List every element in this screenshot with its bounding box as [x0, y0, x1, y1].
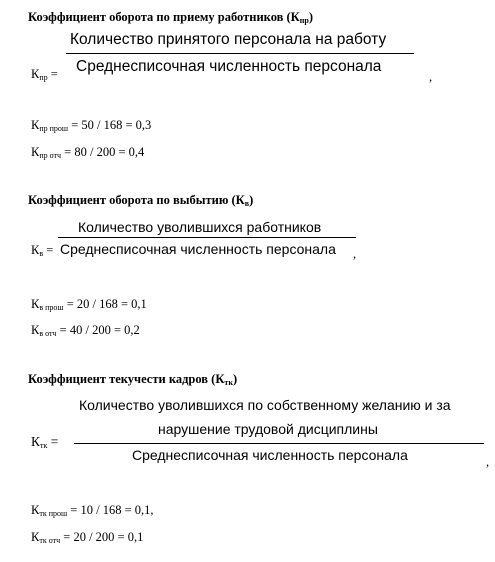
- section3-calc-prev: $К_{тк прош} = 10 / 168 = 0,1$,: [31, 503, 154, 518]
- section3-calc-curr: $К_{тк отч} = 20 / 200 = 0,1$: [31, 530, 144, 545]
- section3-heading: Коэффициент текучести кадров $(К_{тк})$: [28, 372, 238, 387]
- section2-heading: Коэффициент оборота по выбытию $(К_в)$: [28, 193, 254, 208]
- section1-numerator: Количество принятого персонала на работу: [70, 31, 387, 48]
- section3-trailing-comma: ,: [486, 455, 490, 469]
- section2-denominator: Среднесписочная численность персонала: [60, 241, 336, 257]
- section1-calc-prev: $К_{пр прош} = 50 / 168 = 0,3$: [31, 118, 152, 133]
- section1-fraction-bar: [66, 53, 414, 54]
- section1-denominator: Среднесписочная численность персонала: [76, 58, 382, 75]
- section1-heading: Коэффициент оборота по приему работников $(К_{пр})$: [28, 10, 313, 25]
- section1-calc-curr: $К_{пр отч} = 80 / 200 = 0,4$: [31, 145, 145, 160]
- section3-symbol: $К_{тк}$ =: [31, 434, 59, 450]
- section2-calc-prev: $К_{в прош} = 20 / 168 = 0,1$: [31, 297, 147, 312]
- section2-symbol: $К_в$ =: [31, 243, 54, 258]
- section2-trailing-comma: ,: [353, 247, 357, 261]
- section3-numerator-line1: Количество уволившихся по собственному желанию и за: [79, 397, 451, 413]
- section2-numerator: Количество уволившихся работников: [78, 219, 322, 235]
- section1-trailing-comma: ,: [429, 70, 433, 84]
- section1-symbol: $К_{пр}$ =: [31, 67, 58, 82]
- section2-calc-curr: $К_{в отч} = 40 / 200 = 0,2$: [31, 323, 140, 338]
- section3-fraction-bar: [74, 443, 484, 444]
- section3-denominator: Среднесписочная численность персонала: [132, 447, 408, 463]
- section3-numerator-line2: нарушение трудовой дисциплины: [158, 421, 378, 437]
- section2-fraction-bar: [58, 237, 356, 238]
